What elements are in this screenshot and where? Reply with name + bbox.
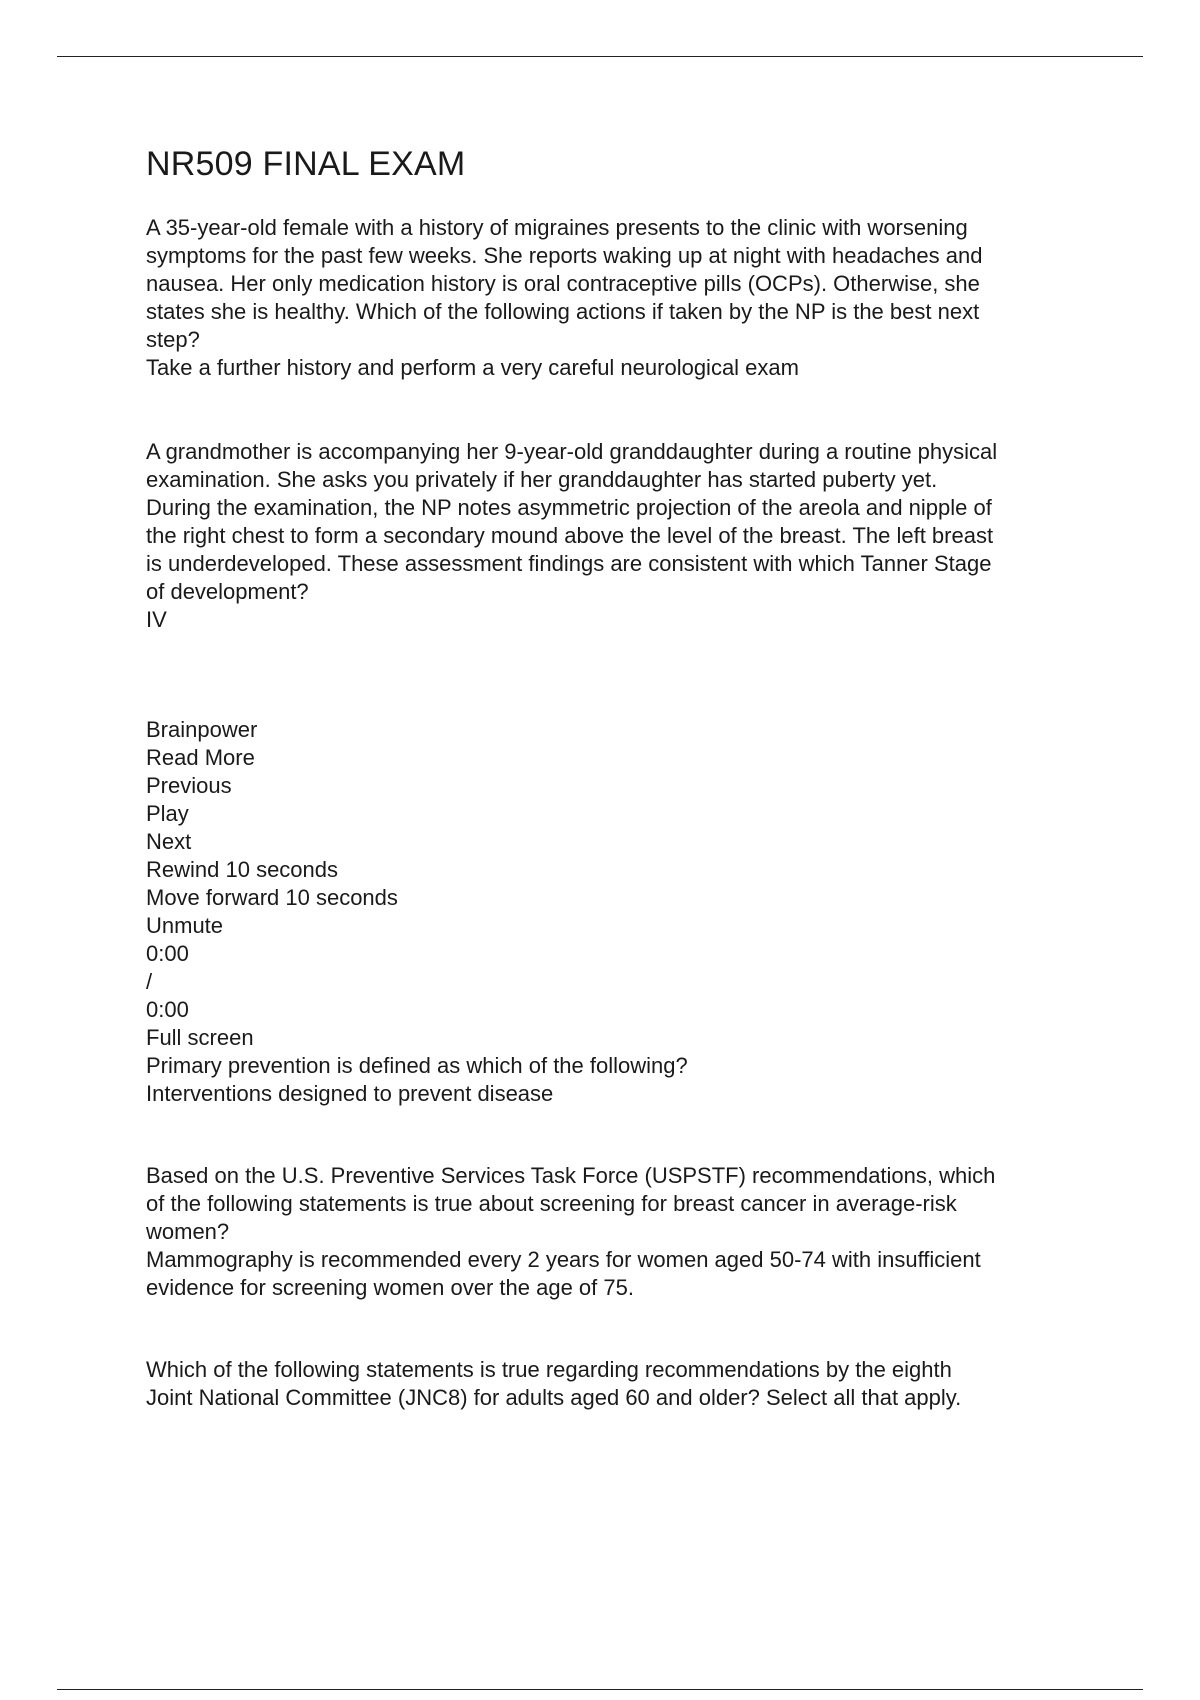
duration: 0:00 [146, 997, 189, 1022]
question-2-line: During the examination, the NP notes asymmetric projection of the areola and nipple of [146, 495, 992, 520]
previous-button[interactable]: Previous [146, 773, 232, 798]
question-1-line: states she is healthy. Which of the following actions if taken by the NP is the best next [146, 299, 980, 324]
question-2-line: is underdeveloped. These assessment findings are consistent with which Tanner Stage [146, 551, 992, 576]
top-rule [57, 56, 1143, 57]
question-4-line: women? [146, 1219, 230, 1244]
question-4-line: of the following statements is true about screening for breast cancer in average-risk [146, 1191, 957, 1216]
question-5 [146, 1356, 1106, 1412]
question-2-line: of development? [146, 579, 309, 604]
question-2-line: A grandmother is accompanying her 9-year-old granddaughter during a routine physical [146, 439, 998, 464]
question-5-line: Joint National Committee (JNC8) for adults aged 60 and older? Select all that apply. [146, 1385, 962, 1410]
question-4 [146, 1162, 1106, 1302]
forward-button[interactable]: Move forward 10 seconds [146, 885, 398, 910]
next-button[interactable]: Next [146, 829, 192, 854]
question-1-answer: Take a further history and perform a very careful neurological exam [146, 355, 799, 380]
time-separator: / [146, 969, 153, 994]
question-1 [146, 214, 1106, 382]
player-brand-label: Brainpower [146, 717, 258, 742]
full-screen-button[interactable]: Full screen [146, 1025, 254, 1050]
question-2 [146, 438, 1106, 634]
question-2-line: examination. She asks you privately if her granddaughter has started puberty yet. [146, 467, 938, 492]
video-player-text-and-question-3 [146, 716, 1106, 1108]
question-4-answer-line: evidence for screening women over the age of 75. [146, 1275, 634, 1300]
rewind-button[interactable]: Rewind 10 seconds [146, 857, 339, 882]
question-4-answer-line: Mammography is recommended every 2 years for women aged 50-74 with insufficient [146, 1247, 981, 1272]
question-2-line: the right chest to form a secondary mound above the level of the breast. The left breast [146, 523, 994, 548]
question-1-line: symptoms for the past few weeks. She reports waking up at night with headaches and [146, 243, 983, 268]
question-1-line: nausea. Her only medication history is oral contraceptive pills (OCPs). Otherwise, she [146, 271, 980, 296]
read-more-link[interactable]: Read More [146, 745, 255, 770]
unmute-button[interactable]: Unmute [146, 913, 224, 938]
question-3-answer: Interventions designed to prevent disease [146, 1081, 554, 1106]
question-2-answer: IV [146, 607, 167, 632]
question-4-line: Based on the U.S. Preventive Services Task Force (USPSTF) recommendations, which [146, 1163, 996, 1188]
question-5-line: Which of the following statements is true regarding recommendations by the eighth [146, 1357, 952, 1382]
question-3-line: Primary prevention is defined as which of the following? [146, 1053, 688, 1078]
question-1-line: A 35-year-old female with a history of migraines presents to the clinic with worsening [146, 215, 968, 240]
question-1-line: step? [146, 327, 200, 352]
document-title: NR509 FINAL EXAM [146, 145, 466, 183]
play-button[interactable]: Play [146, 801, 189, 826]
current-time: 0:00 [146, 941, 189, 966]
bottom-rule [57, 1689, 1143, 1690]
